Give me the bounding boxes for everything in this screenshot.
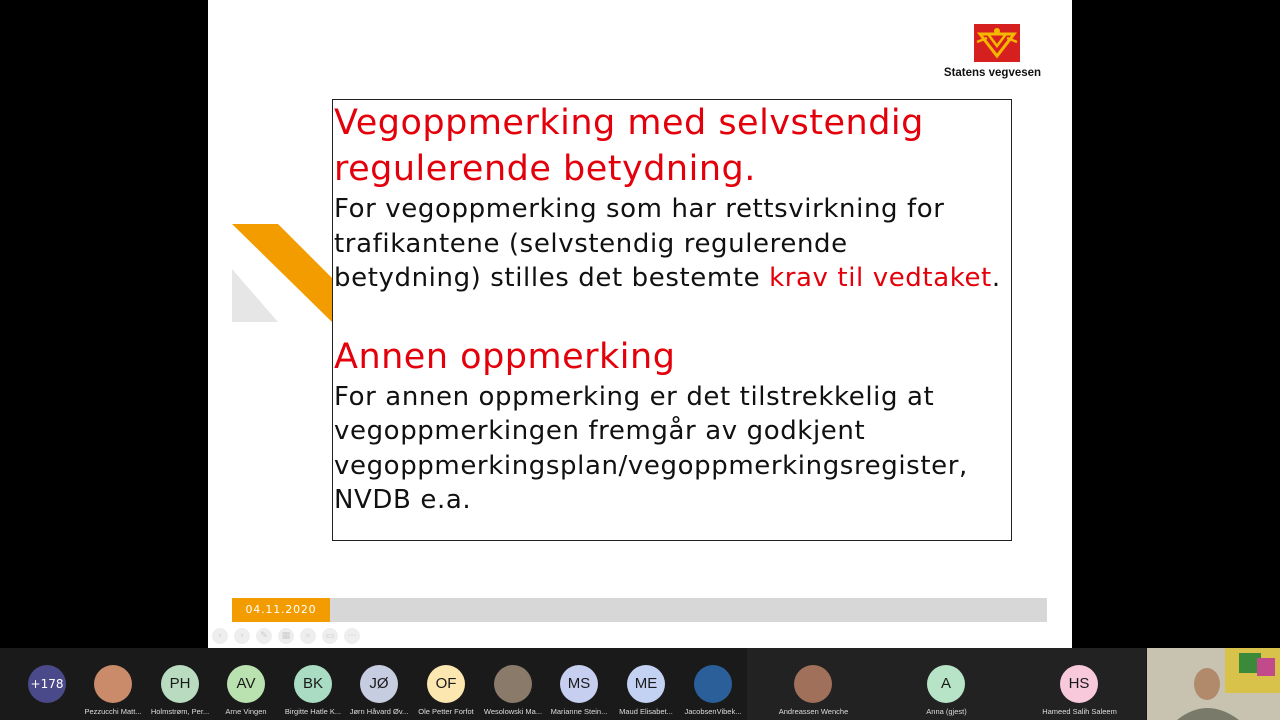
paragraph-2-line-3: vegoppmerkingsplan/vegoppmerkingsregister, xyxy=(334,450,968,481)
participant-name: JacobsenVibek... xyxy=(684,707,742,716)
participant-name: Wesolowski Ma... xyxy=(483,707,543,716)
participant-tile[interactable] xyxy=(613,648,679,720)
participant-tile[interactable] xyxy=(480,648,546,720)
participant-tile[interactable] xyxy=(280,648,346,720)
participant-name: Ole Petter Forfot xyxy=(418,707,474,716)
more-participants-badge[interactable]: +178 xyxy=(28,665,66,703)
slide-content-box xyxy=(332,99,1012,541)
previous-slide-icon[interactable]: ‹ xyxy=(212,628,228,644)
participant-tile[interactable] xyxy=(880,648,1013,720)
paragraph-2-line-1: For annen oppmerking er det tilstrekkelig at xyxy=(334,381,935,412)
participant-photo-avatar xyxy=(694,665,732,703)
slide-toolbar xyxy=(212,628,360,644)
participant-initials-avatar: HS xyxy=(1060,665,1098,703)
participants-strip xyxy=(0,648,1280,720)
participant-tile[interactable] xyxy=(346,648,412,720)
participant-name: Arne Vingen xyxy=(225,707,267,716)
paragraph-1-period: . xyxy=(991,263,1001,293)
participant-tile[interactable] xyxy=(80,648,146,720)
participant-tile[interactable] xyxy=(413,648,479,720)
participant-initials-avatar: A xyxy=(927,665,965,703)
participant-initials-avatar: PH xyxy=(161,665,199,703)
participant-initials-avatar: MS xyxy=(560,665,598,703)
brand-logo xyxy=(935,22,1050,84)
participant-tile[interactable] xyxy=(680,648,746,720)
paragraph-2-line-4: NVDB e.a. xyxy=(334,485,472,515)
participant-initials-avatar: ME xyxy=(627,665,665,703)
participant-name: Pezzucchi Matt... xyxy=(84,707,142,716)
paragraph-1-highlight: krav til vedtaket xyxy=(769,263,992,293)
decorative-stripes-icon xyxy=(232,222,332,324)
paragraph-1-line-2: trafikantene (selvstendig regulerende xyxy=(334,228,848,259)
participant-name: Holmstrøm, Per... xyxy=(150,707,210,716)
paragraph-1-text: betydning) stilles det bestemte xyxy=(334,263,770,293)
more-options-icon[interactable]: ⋯ xyxy=(344,628,360,644)
participant-tile[interactable] xyxy=(1013,648,1146,720)
paragraph-1-line-1: For vegoppmerking som har rettsvirkning for xyxy=(334,194,945,224)
participant-name: Jørn Håvard Øv... xyxy=(349,707,409,716)
participant-name: Anna (gjest) xyxy=(926,707,967,716)
speaker-video-icon xyxy=(1147,648,1280,720)
presentation-slide xyxy=(208,0,1072,648)
participant-initials-avatar: OF xyxy=(427,665,465,703)
statens-vegvesen-logo-icon xyxy=(974,24,1020,62)
participant-name: Andreassen Wenche xyxy=(778,707,849,716)
pen-icon[interactable]: ✎ xyxy=(256,628,272,644)
slide-date: 04.11.2020 xyxy=(232,598,330,622)
subtitles-icon[interactable]: ▭ xyxy=(322,628,338,644)
participant-tile[interactable] xyxy=(747,648,880,720)
slide-title-line-1: Vegoppmerking med selvstendig xyxy=(334,103,924,143)
slide-title-line-2: regulerende betydning. xyxy=(334,149,756,189)
participant-name: Birgitte Hatle K... xyxy=(284,707,342,716)
participant-name: Maud Elisabet... xyxy=(619,707,673,716)
participant-name: Hameed Salih Saleem xyxy=(1042,707,1117,716)
participant-tile[interactable] xyxy=(147,648,213,720)
slides-grid-icon[interactable]: ▦ xyxy=(278,628,294,644)
participant-name: Marianne Stein... xyxy=(550,707,608,716)
participant-tile[interactable] xyxy=(546,648,612,720)
brand-name: Statens vegvesen xyxy=(943,67,1042,79)
slide-footer-bar xyxy=(232,598,1047,622)
paragraph-2-line-2: vegoppmerkingen fremgår av godkjent xyxy=(334,416,866,446)
participant-photo-avatar xyxy=(794,665,832,703)
section-heading-2: Annen oppmerking xyxy=(334,336,676,377)
participant-initials-avatar: BK xyxy=(294,665,332,703)
participant-tile[interactable] xyxy=(213,648,279,720)
participant-initials-avatar: AV xyxy=(227,665,265,703)
zoom-icon[interactable]: ⌕ xyxy=(300,628,316,644)
paragraph-1-line-3 xyxy=(334,261,1011,296)
participant-photo-avatar xyxy=(494,665,532,703)
participant-photo-avatar xyxy=(94,665,132,703)
participant-initials-avatar: JØ xyxy=(360,665,398,703)
active-speaker-video[interactable] xyxy=(1147,648,1280,720)
next-slide-icon[interactable]: › xyxy=(234,628,250,644)
